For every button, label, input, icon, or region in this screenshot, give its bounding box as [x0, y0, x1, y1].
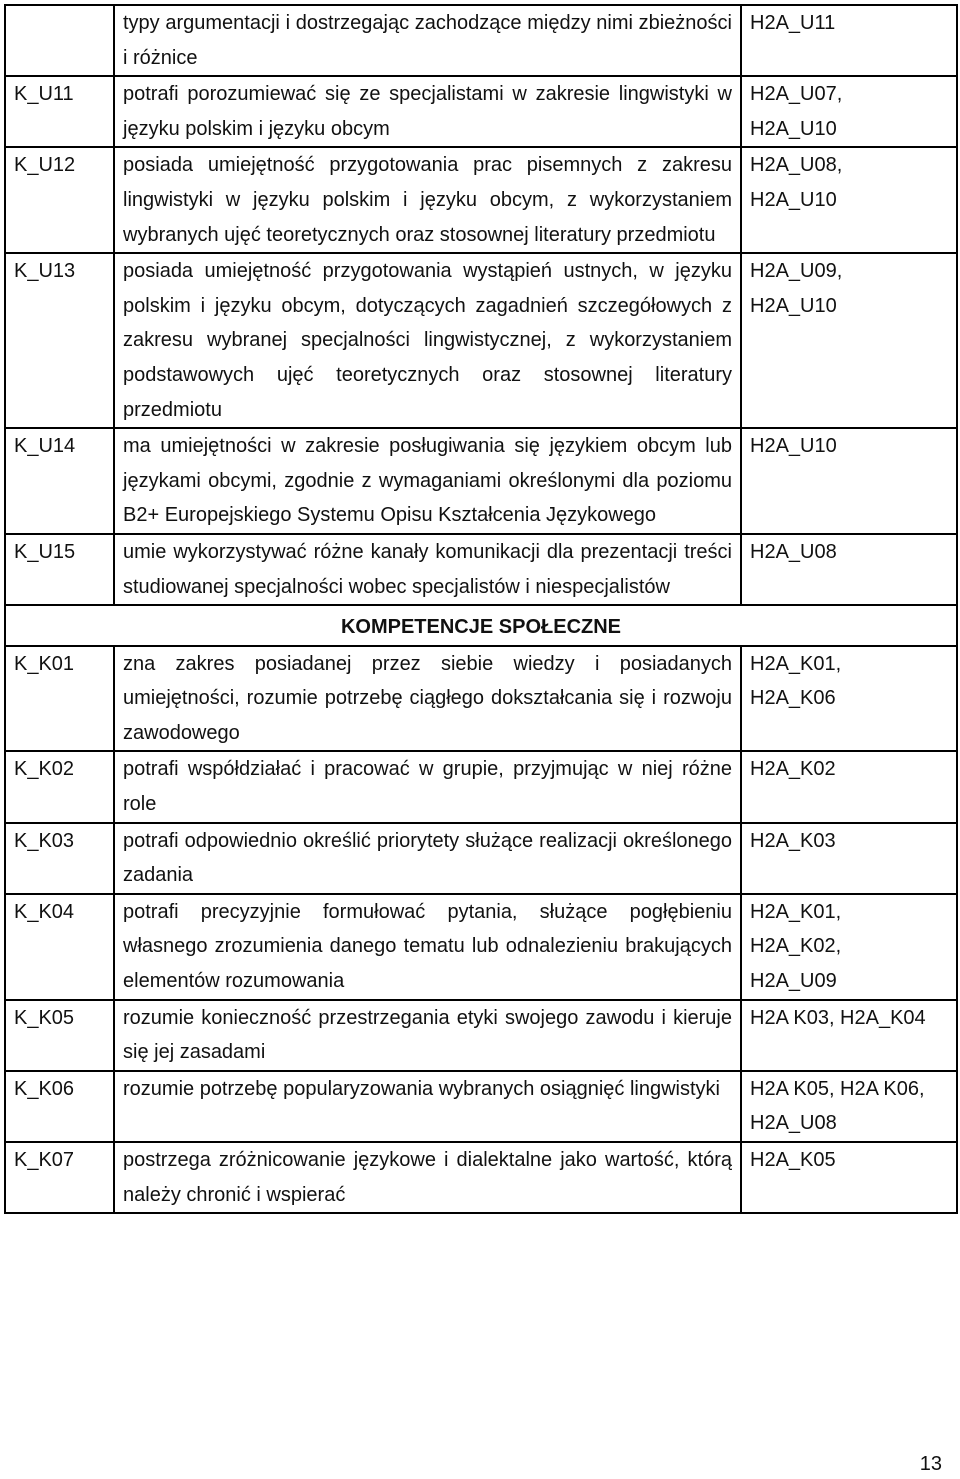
- outcome-code: K_K03: [5, 823, 114, 894]
- reference-code: H2A_U11: [750, 12, 836, 34]
- outcome-references: [741, 534, 957, 605]
- outcome-code: K_K06: [5, 1071, 114, 1142]
- outcome-description: rozumie potrzebę popularyzowania wybranych osiągnięć lingwistyki: [114, 1071, 741, 1142]
- outcome-code: K_U15: [5, 534, 114, 605]
- outcome-references: [741, 823, 957, 894]
- reference-code: H2A_U09,: [750, 260, 843, 283]
- table-row: [5, 751, 957, 822]
- learning-outcomes-table: [4, 4, 958, 1214]
- reference-code: H2A_U10: [750, 294, 837, 317]
- section-heading: KOMPETENCJE SPOŁECZNE: [5, 605, 957, 646]
- outcome-description: potrafi precyzyjnie formułować pytania, służące pogłębieniu własnego zrozumienia danego tematu lub odnalezieniu brakujących elementów rozumowania: [114, 894, 741, 1000]
- reference-code: H2A K05, H2A K06,: [750, 1077, 925, 1100]
- reference-code: H2A_U09: [750, 970, 837, 993]
- reference-code: H2A_K02,: [750, 935, 842, 958]
- outcome-code: K_K04: [5, 894, 114, 1000]
- reference-code: H2A_U10: [750, 188, 837, 211]
- reference-code: H2A_U08: [750, 1112, 837, 1135]
- outcome-code: K_U12: [5, 147, 114, 253]
- outcome-code: K_U11: [5, 76, 114, 147]
- table-row: [5, 1000, 957, 1071]
- table-row: [5, 823, 957, 894]
- outcome-description: posiada umiejętność przygotowania wystąpień ustnych, w języku polskim i języku obcym, dotyczących zagadnień szczegółowych z zakresu wybranej specjalności lingwistycznej, z wykorzystaniem podstawowych ujęć teoretycznych oraz stosownej literatury przedmiotu: [114, 253, 741, 428]
- reference-code: H2A_U08: [750, 540, 837, 563]
- outcome-code: K_K05: [5, 1000, 114, 1071]
- table-row: [5, 646, 957, 752]
- reference-code: H2A_U08,: [750, 154, 843, 177]
- outcome-references: [741, 428, 957, 534]
- page-number: 13: [919, 1453, 942, 1475]
- section-heading-row: [5, 605, 957, 646]
- skills-rows: [5, 5, 957, 605]
- reference-code: H2A K03, H2A_K04: [750, 1006, 926, 1029]
- outcome-description: typy argumentacji i dostrzegając zachodzące między nimi zbieżności i różnice: [114, 5, 741, 76]
- outcome-references: [741, 1142, 957, 1213]
- outcome-code: K_U13: [5, 253, 114, 428]
- table-row: [5, 5, 957, 76]
- outcome-description: potrafi współdziałać i pracować w grupie, przyjmując w niej różne role: [114, 751, 741, 822]
- reference-code: H2A_U10: [750, 435, 837, 458]
- table-row: [5, 894, 957, 1000]
- outcome-references: [741, 1071, 957, 1142]
- reference-code: H2A_K03: [750, 829, 836, 852]
- outcome-references: [741, 253, 957, 428]
- outcome-references: [741, 5, 957, 76]
- table-row: [5, 605, 957, 646]
- outcome-description: potrafi porozumiewać się ze specjalistami w zakresie lingwistyki w języku polskim i języku obcym: [114, 76, 741, 147]
- outcome-code: K_K07: [5, 1142, 114, 1213]
- reference-code: H2A_K02: [750, 758, 836, 781]
- social-competence-rows: [5, 646, 957, 1214]
- table-row: [5, 534, 957, 605]
- reference-code: H2A_K01,: [750, 652, 842, 675]
- outcome-code: K_K01: [5, 646, 114, 752]
- outcome-description: umie wykorzystywać różne kanały komunikacji dla prezentacji treści studiowanej specjalności wobec specjalistów i niespecjalistów: [114, 534, 741, 605]
- outcome-code: [5, 5, 114, 76]
- table-row: [5, 1142, 957, 1213]
- table-row: [5, 1071, 957, 1142]
- outcome-description: zna zakres posiadanej przez siebie wiedzy i posiadanych umiejętności, rozumie potrzebę ciągłego dokształcania się i rozwoju zawodowego: [114, 646, 741, 752]
- outcome-references: [741, 646, 957, 752]
- outcome-description: ma umiejętności w zakresie posługiwania się językiem obcym lub językami obcymi, zgodnie z wymaganiami określonymi dla poziomu B2+ Europejskiego Systemu Opisu Kształcenia Językowego: [114, 428, 741, 534]
- outcome-description: rozumie konieczność przestrzegania etyki swojego zawodu i kieruje się jej zasadami: [114, 1000, 741, 1071]
- outcome-references: [741, 894, 957, 1000]
- outcome-code: K_U14: [5, 428, 114, 534]
- reference-code: H2A_K06: [750, 687, 836, 710]
- outcome-references: [741, 751, 957, 822]
- reference-code: H2A_U10: [750, 117, 837, 140]
- reference-code: H2A_K01,: [750, 900, 842, 923]
- reference-code: H2A_K05: [750, 1149, 836, 1171]
- outcome-description: posiada umiejętność przygotowania prac pisemnych z zakresu lingwistyki w języku polskim i języku obcym, z wykorzystaniem wybranych ujęć teoretycznych oraz stosownej literatury przedmiotu: [114, 147, 741, 253]
- table-row: [5, 76, 957, 147]
- outcome-references: [741, 147, 957, 253]
- outcome-description: postrzega zróżnicowanie językowe i dialektalne jako wartość, którą należy chronić i wspierać: [114, 1142, 741, 1213]
- table-row: [5, 428, 957, 534]
- outcome-references: [741, 76, 957, 147]
- table-row: [5, 147, 957, 253]
- table-row: [5, 253, 957, 428]
- outcome-description: potrafi odpowiednio określić priorytety służące realizacji określonego zadania: [114, 823, 741, 894]
- reference-code: H2A_U07,: [750, 83, 843, 106]
- outcome-references: [741, 1000, 957, 1071]
- outcome-code: K_K02: [5, 751, 114, 822]
